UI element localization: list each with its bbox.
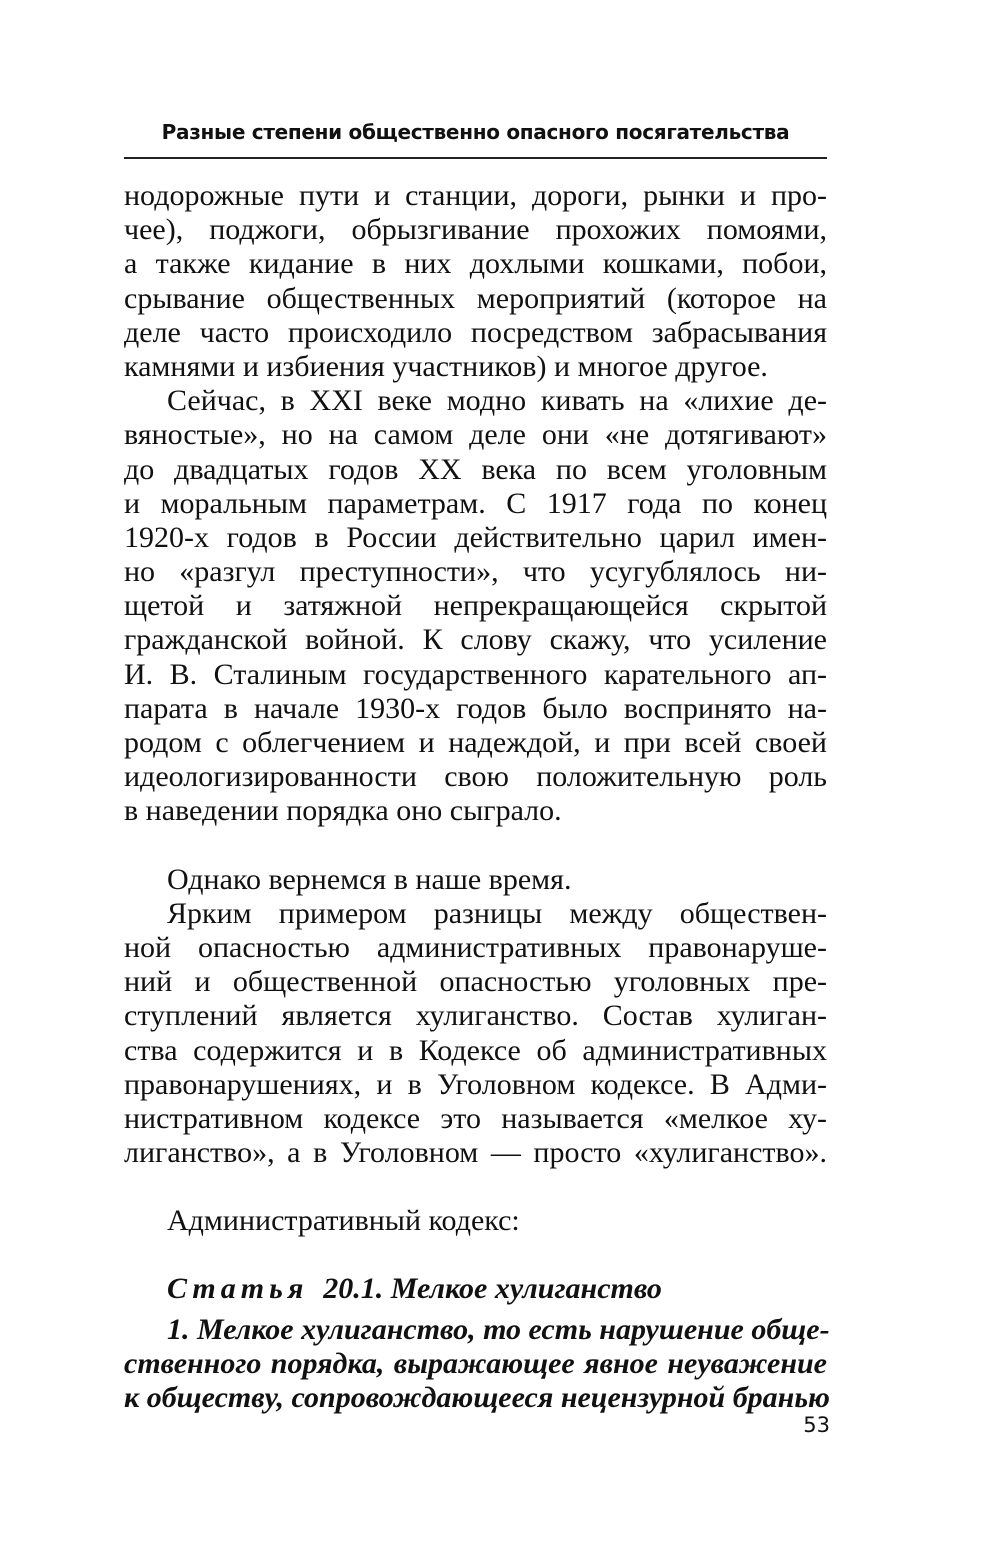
paragraph-3 [124,863,827,897]
paragraph-5 [124,1204,827,1238]
text-line: правонарушениях, и в Уголовном кодексе. В Адми- [124,1067,827,1101]
text-line: к обществу, сопровождающееся нецензурной бранью [124,1381,830,1414]
text-line: и моральным параметрам. С 1917 года по конец [124,486,827,520]
text-line: камнями и избиения участников) и многое другое. [124,349,768,383]
text-line: ступлений является хулиганство. Состав хулиган- [124,999,827,1033]
paragraph-2 [124,384,827,828]
text-line: Однако вернемся в наше время. [167,862,572,896]
text-line: щетой и затяжной непрекращающейся скрытой [124,589,827,623]
running-header: Разные степени общественно опасного посягательства [161,120,790,144]
text-line: до двадцатых годов XX века по всем уголовным [124,452,827,486]
text-line: лиганство», а в Уголовном — просто «хулиганство». [124,1136,827,1170]
article-heading [124,1272,827,1306]
text-line: ной опасностью административных правонаруше- [124,930,827,964]
text-line: родом с облегчением и надеждой, и при всей своей [124,726,827,759]
text-line: 1. Мелкое хулиганство, то есть нарушение обще- [167,1312,830,1346]
text-line: а также кидание в них дохлыми кошками, побои, [124,247,827,281]
text-line: деле часто происходило посредством забрасывания [124,315,827,349]
page-body [124,179,830,1415]
article-title: 20.1. Мелкое хулиганство [323,1272,662,1306]
paragraph-1 [124,179,827,384]
text-line: но «разгул преступности», что усугублялось ни- [124,555,827,589]
blank-line [124,1238,827,1272]
text-line: нистративном кодексе это называется «мелкое ху- [124,1101,827,1135]
paragraph-4 [124,897,827,1171]
text-line: ний и общественной опасностью уголовных пре- [124,965,827,999]
text-line: вяностые», но на самом деле они «не дотягивают» [124,418,827,452]
blank-line [124,1170,827,1204]
text-line: ственного порядка, выражающее явное неуважение [124,1346,827,1380]
article-word: Статья [167,1272,309,1306]
text-line: парата в начале 1930-х годов было воспринято на- [124,691,827,725]
text-line: ства содержится и в Кодексе об административных [124,1033,827,1067]
header-rule [124,157,827,159]
text-line: Ярким примером разницы между обществен- [167,896,827,930]
text-line: гражданской войной. К слову скажу, что усиление [124,623,827,657]
text-line: нодорожные пути и станции, дороги, рынки и про- [124,179,827,212]
text-line: в наведении порядка оно сыграло. [124,794,562,828]
text-line: срывание общественных мероприятий (которое на [124,281,827,315]
text-line: идеологизированности свою положительную роль [124,760,827,794]
text-line: 1920-х годов в России действительно царил имен- [124,520,827,554]
text-line: Сейчас, в XXI веке модно кивать на «лихие де- [167,384,827,418]
article-clause [124,1312,830,1416]
blank-line [124,829,827,863]
text-line: чее), поджоги, обрызгивание прохожих помоями, [124,213,827,247]
text-line: И. В. Сталиным государственного карательного ап- [124,657,827,691]
text-line: Административный кодекс: [167,1204,520,1238]
page-number: 53 [803,1413,830,1437]
